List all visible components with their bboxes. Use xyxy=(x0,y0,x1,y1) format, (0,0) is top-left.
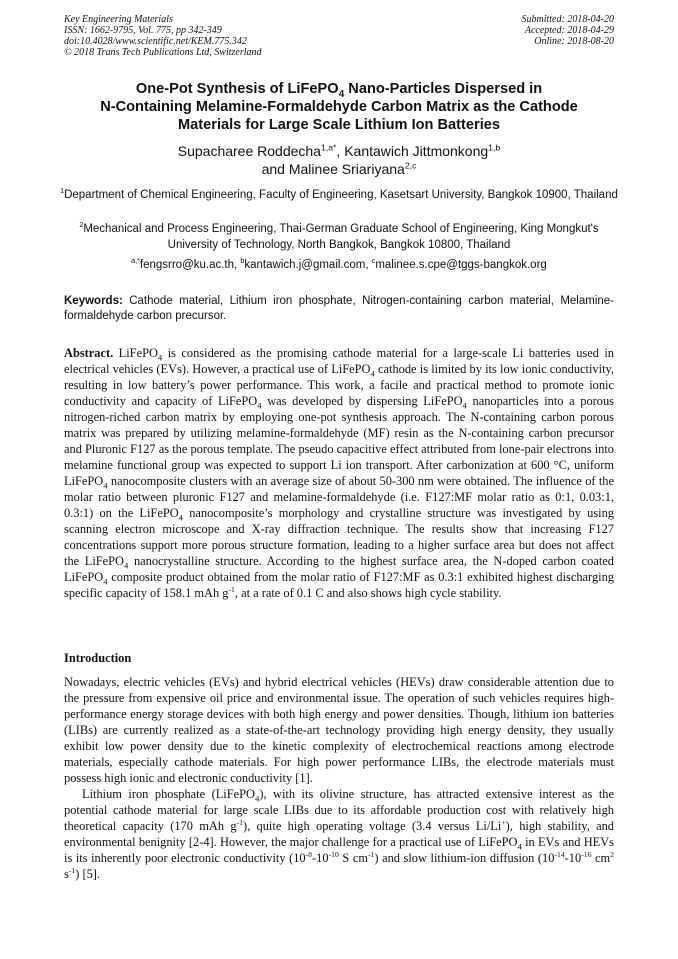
authors: Supacharee Roddecha$^{1,a*}$, Kantawich Jittmonkong$^{1,b}$ and Malinee Sriariyana$^{2,c}$ xyxy=(177,142,501,177)
doi[interactable]: doi:10.4028/www.scientific.net/KEM.775.342 xyxy=(64,36,247,47)
journal-info xyxy=(64,14,262,58)
introduction-heading: Introduction xyxy=(64,651,132,665)
paper-title: One-Pot Synthesis of LiFePO$_4$ Nano-Particles Dispersed in N-Containing Melamine-Formaldehyde Carbon Matrix as the Cathode Materials for Large Scale Lithium Ion Batteries xyxy=(100,81,578,133)
abstract-label: Abstract. xyxy=(64,346,114,360)
emails: $^{a,*}$fengsrro@ku.ac.th, $^b$kantawich.j@gmail.com, $^c$malinee.s.cpe@tggs-bangkok.org xyxy=(131,257,547,271)
copyright: © 2018 Trans Tech Publications Ltd, Switzerland xyxy=(64,47,262,58)
keywords-label: Keywords: xyxy=(64,295,123,307)
issn: ISSN: 1662-9795, Vol. 775, pp 342-349 xyxy=(64,25,222,36)
introduction-paragraph-1: Nowadays, electric vehicles (EVs) and hybrid electrical vehicles (HEVs) draw considerable attention due to the pressure from expensive oil price and environmental issue. The operation of such vehicles requires high-performance energy storage devices with both high energy and power densities. Though, lithium ion batteries (LIBs) are currently realized as a state-of-the-art technology providing high energy density, they usually exhibit low power density due to the kinetic complexity of electrochemical reactions among electrode materials, especially cathode materials. For high power performance LIBs, the electrode materials must possess high ionic and electronic conductivity [1]. xyxy=(64,675,614,785)
email-a[interactable]: fengsrro@ku.ac.th, xyxy=(139,259,241,271)
introduction-paragraph-2: Lithium iron phosphate (LiFePO$_4$), with its olivine structure, has attracted extensive interest as the potential cathode material for large scale LIBs due to its affordable production cost with relatively high theoretical capacity (170 mAh $g^{-1}$), quite high operating voltage (3.4 versus Li/Li+), high stability, and environmental benignity [2-4]. However, the major challenge for a practical use of LiFePO$_4$ in EVs and HEVs is its inherently poor electronic conductivity ($10^{-8}-10^{-10}$ S $cm^{-1}$) and slow lithium-ion diffusion ($10^{-14}-10^{-16}$ $cm^2$ $s^{-1}$) [5]. xyxy=(64,787,615,881)
submitted-date: Submitted: 2018-04-20 xyxy=(521,14,614,25)
affiliation-1: $^1$Department of Chemical Engineering, Faculty of Engineering, Kasetsart University, Bangkok 10900, Thailand xyxy=(60,187,618,201)
affiliation-2: $^2$Mechanical and Process Engineering, Thai-German Graduate School of Engineering, King Mongkut's University of Technology, North Bangkok, Bangkok 10800, Thailand xyxy=(79,221,599,251)
email-c[interactable]: malinee.s.cpe@tggs-bangkok.org xyxy=(375,259,547,271)
dates-info xyxy=(522,14,615,47)
journal-name: Key Engineering Materials xyxy=(64,14,173,25)
email-b[interactable]: kantawich.j@gmail.com, xyxy=(244,259,372,271)
author-2: , Kantawich Jittmonkong xyxy=(336,143,489,159)
online-date: Online: 2018-08-20 xyxy=(534,36,614,47)
author-3: and Malinee Sriariyana xyxy=(261,161,405,177)
abstract: Abstract. LiFePO$_4$ is considered as the promising cathode material for a large-scale Li batteries used in electrical vehicles (EVs). However, a practical use of LiFePO$_4$ cathode is limited by its low ionic conductivity, resulting in low battery’s power performance. This work, a facile and practical method to promote ionic conductivity and capacity of LiFePO$_4$ was developed by dispersing LiFePO$_4$ nanoparticles into a porous nitrogen-riched carbon matrix by employing one-pot synthesis approach. The N-containing carbon porous matrix was prepared by utilizing melamine-formaldehyde (MF) resin as the N-containing carbon precursor and Pluronic F127 as the porous template. The pseudo capacitive effect attributed from lone-pair electrons into melamine functional group was expected to support Li ion transport. After carbonization at 600 °C, uniform LiFePO$_4$ nanocomposite clusters with an average size of about 50-300 nm were obtained. The influence of the molar ratio between pluronic F127 and melamine-formaldehyde (i.e. F127:MF molar ratio as 0:1, 0.03:1, 0.3:1) on the LiFePO$_4$ nanocomposite’s morphology and crystalline structure was investigated by using scanning electron microscope and X-ray diffraction technique. The results show that increasing F127 concentrations support more porous structure formation, leading to a higher surface area but does not affect the LiFePO$_4$ nanocrystalline structure. According to the highest surface area, the N-doped carbon coated LiFePO$_4$ composite product obtained from the molar ratio of F127:MF as 0.3:1 exhibited highest discharging specific capacity of 158.1 mAh $g^{-1}$, at a rate of 0.1 C and also shows high cycle stability. xyxy=(64,346,615,600)
author-1: Supacharee Roddecha xyxy=(177,143,321,159)
accepted-date: Accepted: 2018-04-29 xyxy=(524,25,614,36)
keywords: Keywords: Cathode material, Lithium iron phosphate, Nitrogen-containing carbon material, Melamine-formaldehyde carbon precursor. xyxy=(64,295,614,322)
